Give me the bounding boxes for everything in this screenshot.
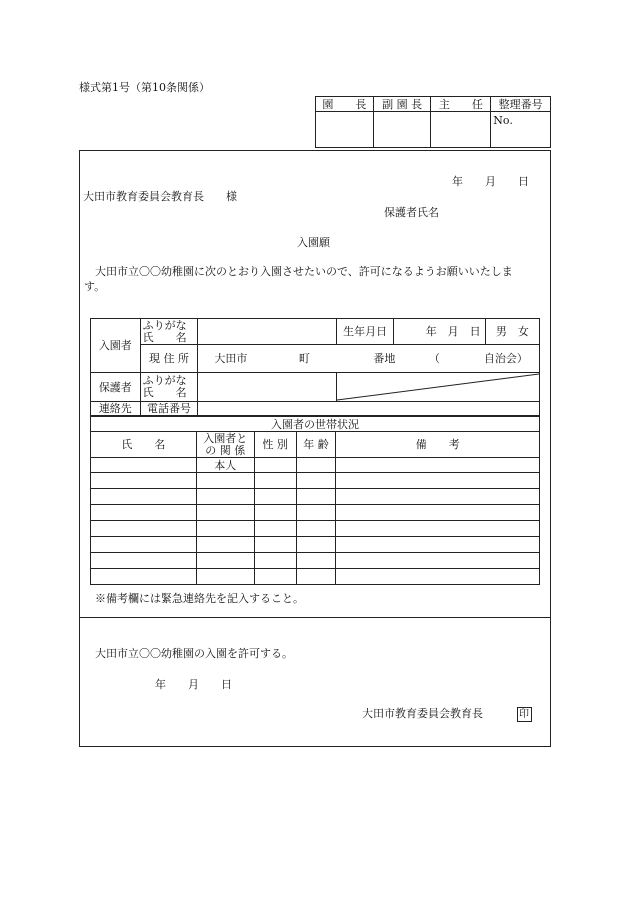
reference-number-cell[interactable] [491, 112, 551, 148]
table-row [91, 473, 540, 489]
applicant-name-field[interactable] [198, 319, 337, 345]
col-age: 年 齢 [296, 432, 336, 458]
applicant-furigana-label: ふりがな [142, 318, 187, 332]
permission-date[interactable]: 年 月 日 [155, 678, 232, 691]
header-reference-number: 整理番号 [491, 97, 551, 112]
principal-stamp-cell[interactable] [316, 112, 374, 148]
address-banchi: 番地 [373, 352, 396, 365]
household-row-name[interactable] [91, 458, 197, 473]
guardian-section-label: 保護者 [91, 373, 141, 402]
table-row [91, 553, 540, 569]
permission-section [79, 617, 551, 747]
guardian-name-sublabel: 氏 名 [142, 386, 187, 399]
permission-signer [362, 707, 532, 722]
applicant-section-label: 入園者 [91, 319, 141, 373]
seal-icon: 印 [517, 707, 532, 722]
notes-instruction: ※備考欄には緊急連絡先を記入すること。 [95, 592, 304, 605]
guardian-name-field[interactable] [198, 373, 337, 402]
col-relation [196, 432, 254, 458]
request-text: 大田市立〇〇幼稚園に次のとおり入園させたいので、許可になるようお願いいたしま [95, 265, 513, 278]
approval-stamp-table [315, 96, 551, 148]
household-row-notes[interactable] [336, 458, 540, 473]
request-text-continued: す。 [84, 280, 106, 293]
table-row [91, 569, 540, 585]
applicant-info-table [90, 318, 540, 416]
birth-date-label: 生年月日 [336, 319, 393, 345]
header-principal: 園 長 [316, 97, 374, 112]
birth-date-field[interactable]: 年 月 日 [394, 319, 485, 345]
col-gender: 性 別 [254, 432, 296, 458]
address-jichikai: （ 自治会） [428, 352, 528, 365]
household-title: 入園者の世帯状況 [91, 417, 540, 432]
signer-name: 大田市教育委員会教育長 [362, 707, 483, 720]
applicant-name-sublabel: 氏 名 [142, 330, 187, 344]
household-row-gender[interactable] [254, 458, 296, 473]
col-notes: 備 考 [336, 432, 540, 458]
chief-stamp-cell[interactable] [431, 112, 491, 148]
header-chief: 主 任 [431, 97, 491, 112]
application-date[interactable]: 年 月 日 [452, 175, 529, 188]
permission-text: 大田市立〇〇幼稚園の入園を許可する。 [95, 647, 293, 660]
header-vice-principal: 副 園 長 [373, 97, 431, 112]
applicant-name-label [140, 319, 198, 345]
guardian-furigana-label: ふりがな [142, 374, 187, 387]
table-row [91, 521, 540, 537]
addressee: 大田市教育委員会教育長 様 [83, 190, 237, 203]
contact-label: 連絡先 [91, 402, 141, 416]
household-row-relation: 本人 [196, 458, 254, 473]
guardian-blank-cell [336, 373, 539, 402]
address-field[interactable] [198, 345, 540, 373]
vice-principal-stamp-cell[interactable] [373, 112, 431, 148]
phone-label: 電話番号 [140, 402, 198, 416]
table-row [91, 505, 540, 521]
table-row [91, 489, 540, 505]
diagonal-strike [337, 373, 539, 401]
address-city: 大田市 [214, 352, 248, 365]
household-row-age[interactable] [296, 458, 336, 473]
form-title: 入園願 [297, 236, 330, 249]
no-label: No. [493, 114, 513, 127]
address-label: 現 住 所 [140, 345, 198, 373]
gender-field[interactable]: 男 女 [485, 319, 539, 345]
guardian-name-label-cell [140, 373, 198, 402]
household-table [90, 416, 540, 585]
table-row [91, 537, 540, 553]
col-relation-line2: の 関 係 [205, 443, 246, 457]
col-relation-line1: 入園者と [203, 431, 248, 445]
address-town: 町 [298, 352, 310, 365]
form-id: 様式第1号（第10条関係） [79, 81, 210, 94]
col-name: 氏 名 [91, 432, 197, 458]
phone-field[interactable] [198, 402, 540, 416]
guardian-name-label: 保護者氏名 [384, 206, 439, 219]
